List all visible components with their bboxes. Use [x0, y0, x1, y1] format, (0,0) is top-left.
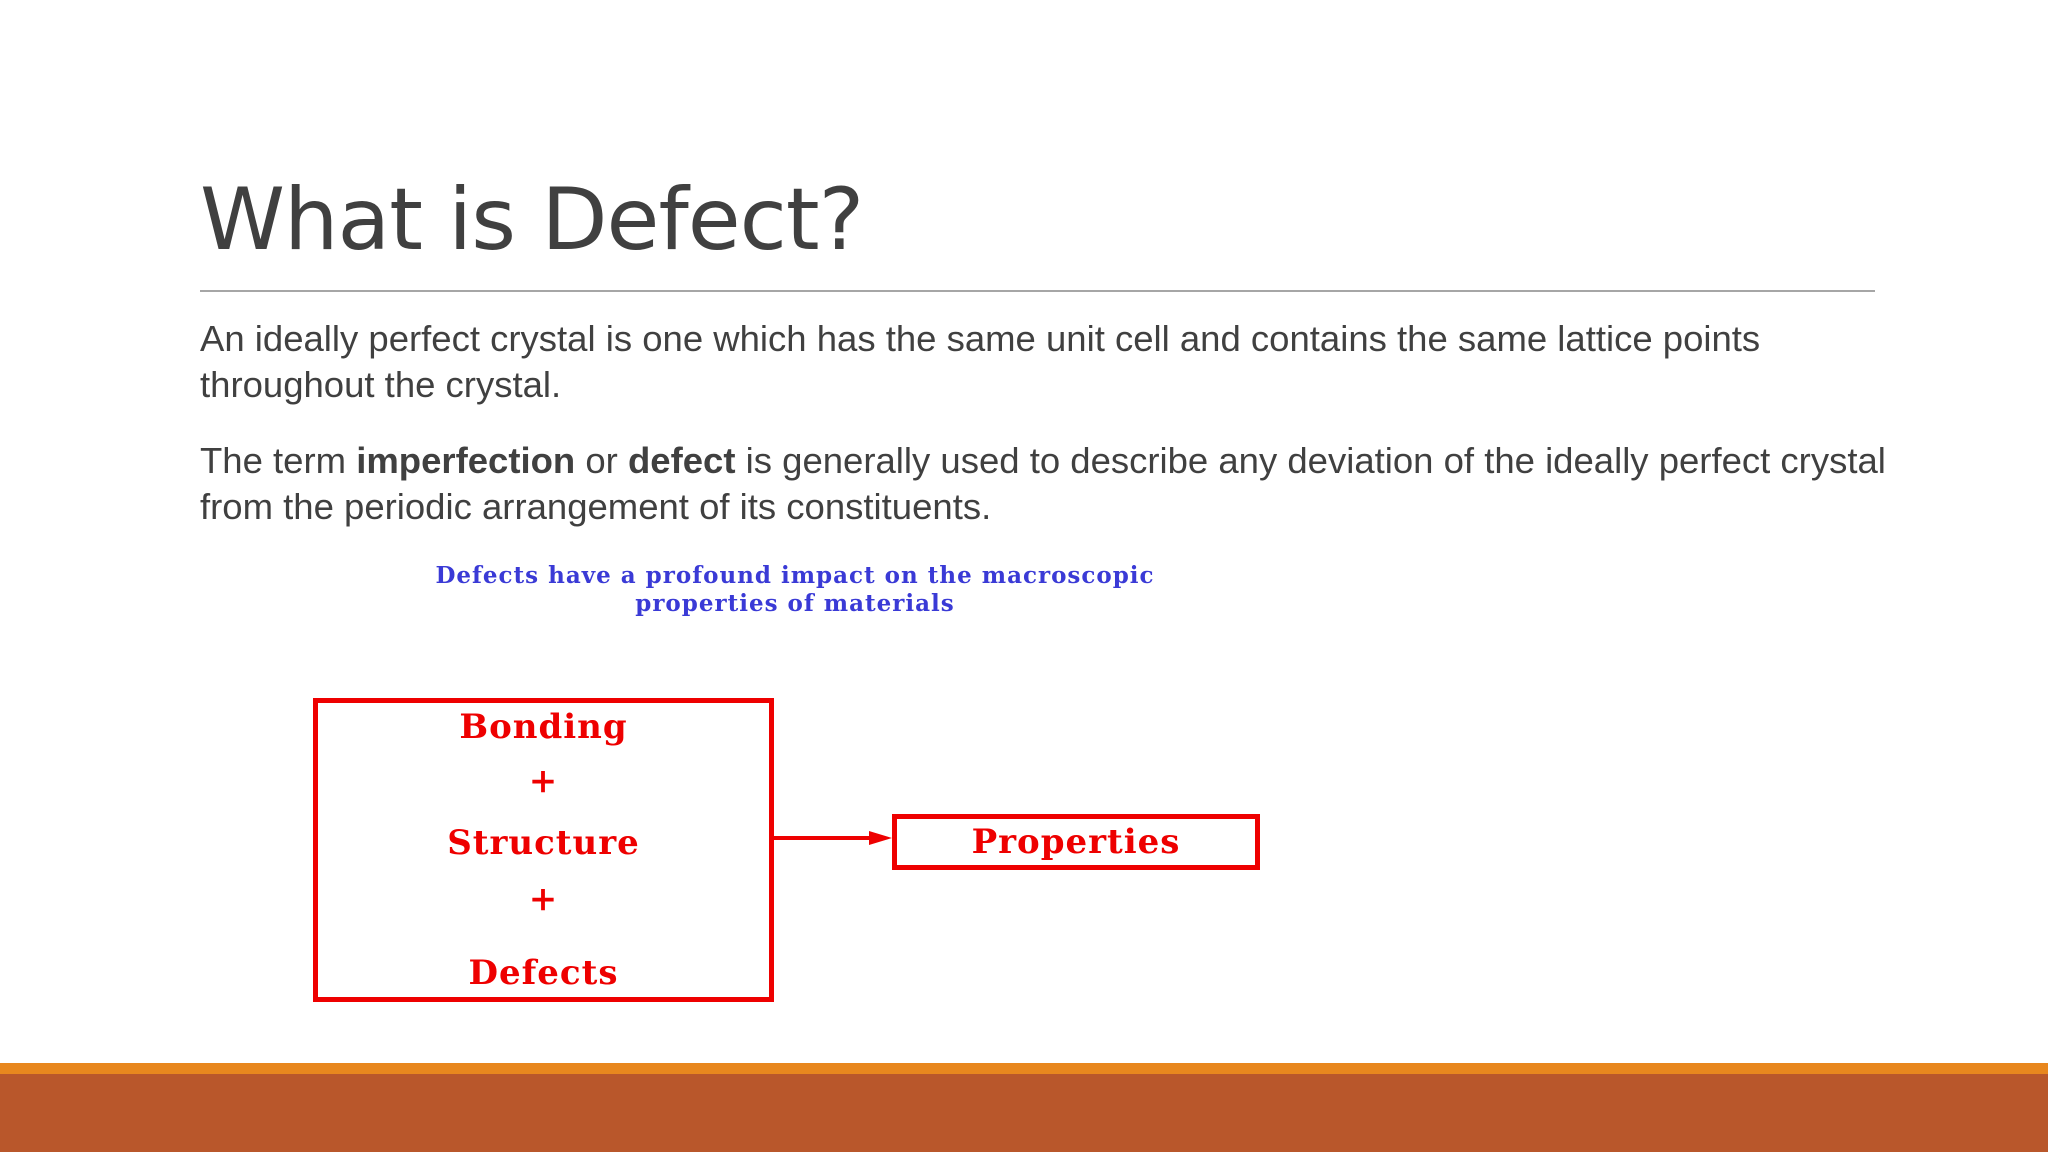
defects-diagram	[260, 556, 1340, 1016]
term-defect: defect	[627, 440, 736, 481]
box-line-bonding: Bonding	[459, 707, 628, 747]
properties-box: Properties	[892, 814, 1260, 870]
diagram-caption	[290, 562, 1300, 618]
paragraph-ideal-crystal: An ideally perfect crystal is one which has the same unit cell and contains the same lattice points throughout the crystal.	[200, 318, 1761, 405]
box-line-plus-1: +	[528, 761, 559, 801]
p2-text-1: The term	[200, 440, 357, 481]
box-line-structure: Structure	[447, 823, 640, 863]
composition-box	[313, 698, 774, 1002]
paragraph-defect-definition	[200, 438, 1890, 530]
box-line-defects: Defects	[468, 953, 619, 993]
slide-title: What is Defect?	[200, 170, 864, 270]
title-divider	[200, 290, 1875, 292]
box-line-plus-2: +	[528, 879, 559, 919]
caption-line-2: properties of materials	[635, 590, 955, 617]
arrow-icon	[769, 828, 894, 848]
footer-bar	[0, 1074, 2048, 1152]
p2-text-3: is generally used to describe any deviation of the ideally perfect crystal from the periodic arrangement of its constituents.	[200, 440, 1886, 527]
p2-text-2: or	[575, 440, 628, 481]
term-imperfection: imperfection	[356, 440, 576, 481]
footer-accent-stripe	[0, 1063, 2048, 1074]
caption-line-1: Defects have a profound impact on the macroscopic	[435, 562, 1155, 589]
